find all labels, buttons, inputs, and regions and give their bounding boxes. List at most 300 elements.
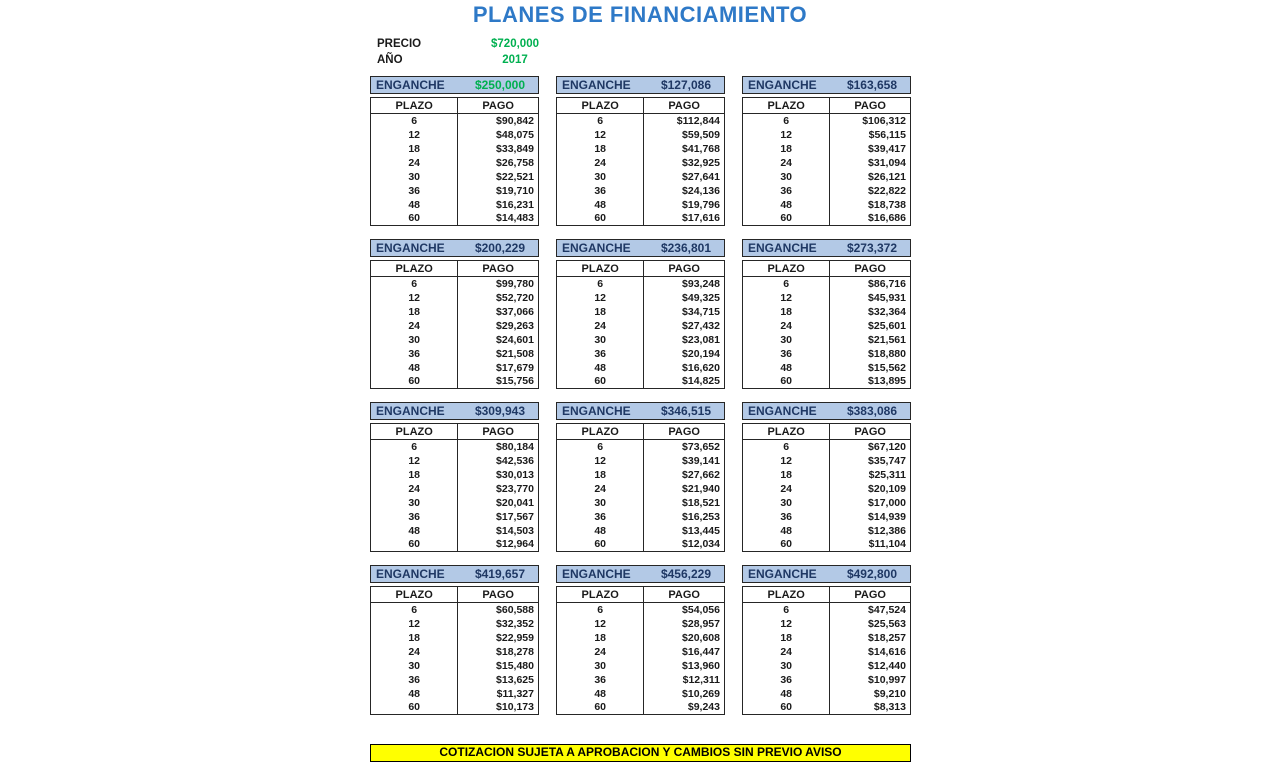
plazo-value: 60 [557,375,644,389]
payment-row [557,305,725,319]
pago-value: $21,508 [496,347,534,360]
pago-value: $20,608 [682,631,720,644]
pago-value: $37,066 [496,305,534,318]
enganche-value: $273,372 [846,241,897,255]
payment-row [557,212,725,226]
plazo-value: 36 [743,673,830,687]
plazo-value: 36 [371,184,458,198]
pago-value: $34,715 [682,305,720,318]
table-header-row [557,587,725,603]
plazo-value: 24 [557,645,644,659]
pago-value: $14,825 [682,375,720,388]
plan-card [742,565,911,715]
plazo-column-header: PLAZO [371,98,458,114]
table-header-row [557,261,725,277]
pago-value: $8,313 [873,701,906,714]
payment-row [557,184,725,198]
payment-row [371,673,539,687]
pago-value: $10,173 [496,701,534,714]
pago-value: $99,780 [496,277,534,290]
pago-value: $32,925 [682,156,720,169]
payment-row [557,333,725,347]
payment-row [557,468,725,482]
payment-row [743,659,911,673]
payment-row [371,617,539,631]
table-header-row [743,587,911,603]
enganche-header [742,239,911,257]
pago-value: $18,738 [868,198,906,211]
plazo-value: 30 [371,659,458,673]
enganche-label: ENGANCHE [748,567,817,581]
pago-value: $93,248 [682,277,720,290]
payment-row [557,128,725,142]
pago-value: $14,939 [868,510,906,523]
payment-row [371,468,539,482]
pago-column-header: PAGO [830,587,911,603]
plazo-value: 24 [371,156,458,170]
precio-value: $720,000 [491,38,539,50]
payment-row [371,701,539,715]
pago-value: $18,257 [868,631,906,644]
plazo-value: 18 [743,305,830,319]
plazo-value: 48 [557,198,644,212]
payment-row [557,347,725,361]
pago-value: $12,440 [868,659,906,672]
plazo-value: 30 [557,170,644,184]
payment-row [557,482,725,496]
plazo-value: 60 [557,701,644,715]
pago-value: $39,141 [682,454,720,467]
pago-value: $54,056 [682,603,720,616]
enganche-label: ENGANCHE [748,78,817,92]
pago-value: $42,536 [496,454,534,467]
plazo-value: 30 [743,170,830,184]
payment-row [743,510,911,524]
pago-value: $12,034 [682,538,720,551]
pago-column-header: PAGO [830,424,911,440]
payment-row [371,198,539,212]
pago-value: $80,184 [496,440,534,453]
plazo-value: 36 [557,347,644,361]
payment-row [371,305,539,319]
pago-value: $18,278 [496,645,534,658]
pago-value: $16,231 [496,198,534,211]
payment-row [743,468,911,482]
plazo-value: 12 [557,617,644,631]
pago-value: $106,312 [862,114,906,127]
pago-value: $41,768 [682,142,720,155]
table-header-row [743,98,911,114]
pago-value: $60,588 [496,603,534,616]
enganche-value: $163,658 [846,78,897,92]
payment-row [557,277,725,291]
plazo-value: 18 [557,631,644,645]
pago-value: $33,849 [496,142,534,155]
table-header-row [743,261,911,277]
plazo-column-header: PLAZO [371,261,458,277]
table-header-row [371,424,539,440]
enganche-header [742,565,911,583]
payment-row [557,198,725,212]
pago-value: $11,104 [868,538,906,551]
payment-row [371,170,539,184]
plazo-column-header: PLAZO [557,261,644,277]
payment-row [557,142,725,156]
payment-row [557,319,725,333]
pago-value: $39,417 [868,142,906,155]
table-header-row [371,98,539,114]
plazo-value: 12 [557,291,644,305]
payment-table [742,586,911,715]
pago-value: $30,013 [496,468,534,481]
plazo-value: 30 [743,496,830,510]
pago-value: $16,447 [682,645,720,658]
plazo-value: 48 [371,198,458,212]
payment-row [557,617,725,631]
pago-column-header: PAGO [644,424,725,440]
plazo-value: 24 [557,156,644,170]
table-header-row [557,424,725,440]
plazo-value: 48 [371,687,458,701]
enganche-value: $492,800 [846,567,897,581]
payment-row [557,645,725,659]
plazo-value: 60 [371,375,458,389]
plazo-value: 30 [743,659,830,673]
payment-row [557,496,725,510]
payment-row [557,687,725,701]
plazo-value: 18 [557,142,644,156]
plan-card [370,76,539,226]
pago-value: $25,311 [868,468,906,481]
payment-row [371,524,539,538]
pago-value: $14,483 [496,212,534,225]
pago-value: $17,679 [496,361,534,374]
plazo-value: 30 [371,333,458,347]
plazo-value: 48 [743,524,830,538]
pago-value: $47,524 [868,603,906,616]
pago-value: $18,880 [868,347,906,360]
plan-card [556,239,725,389]
enganche-label: ENGANCHE [562,78,631,92]
pago-value: $18,521 [682,496,720,509]
pago-value: $59,509 [682,128,720,141]
pago-value: $45,931 [868,291,906,304]
plan-card [556,76,725,226]
pago-value: $27,641 [682,170,720,183]
plazo-value: 24 [743,645,830,659]
payment-row [743,291,911,305]
pago-value: $22,822 [868,184,906,197]
plazo-value: 48 [371,361,458,375]
pago-column-header: PAGO [458,587,539,603]
payment-table [370,586,539,715]
table-header-row [371,587,539,603]
enganche-header [742,76,911,94]
plazo-value: 18 [557,305,644,319]
pago-value: $26,121 [868,170,906,183]
plazo-value: 36 [557,673,644,687]
plazo-column-header: PLAZO [371,424,458,440]
pago-value: $20,194 [682,347,720,360]
payment-row [557,375,725,389]
payment-row [743,454,911,468]
pago-value: $15,562 [868,361,906,374]
enganche-value: $127,086 [660,78,711,92]
plazo-value: 24 [371,645,458,659]
payment-row [743,198,911,212]
pago-value: $22,521 [496,170,534,183]
plazo-value: 36 [557,510,644,524]
payment-row [557,701,725,715]
pago-value: $32,364 [868,305,906,318]
pago-value: $9,243 [687,701,720,714]
payment-table [556,423,725,552]
pago-column-header: PAGO [644,98,725,114]
payment-row [743,128,911,142]
payment-row [557,603,725,617]
anio-value: 2017 [502,54,528,66]
payment-row [557,361,725,375]
enganche-label: ENGANCHE [562,241,631,255]
pago-value: $24,601 [496,333,534,346]
plazo-value: 6 [743,114,830,128]
pago-column-header: PAGO [458,261,539,277]
pago-value: $73,652 [682,440,720,453]
pago-value: $9,210 [873,687,906,700]
payment-row [371,375,539,389]
pago-value: $13,625 [496,673,534,686]
plazo-value: 24 [371,319,458,333]
payment-row [557,114,725,128]
payment-table [556,586,725,715]
pago-value: $15,756 [496,375,534,388]
enganche-label: ENGANCHE [562,404,631,418]
payment-row [371,361,539,375]
plazo-value: 60 [371,701,458,715]
payment-row [743,156,911,170]
enganche-header [370,239,539,257]
payment-row [743,631,911,645]
plazo-column-header: PLAZO [743,261,830,277]
pago-value: $56,115 [868,128,906,141]
payment-row [371,603,539,617]
plazo-value: 12 [557,454,644,468]
plazo-value: 12 [743,454,830,468]
pago-value: $15,480 [496,659,534,672]
enganche-value: $383,086 [846,404,897,418]
plazo-value: 6 [371,440,458,454]
plazo-value: 60 [743,375,830,389]
payment-row [371,482,539,496]
pago-value: $90,842 [496,114,534,127]
anio-row [377,52,565,68]
plazo-value: 48 [557,687,644,701]
plazo-value: 36 [743,184,830,198]
plazo-value: 60 [743,212,830,226]
enganche-header [370,402,539,420]
precio-label: PRECIO [377,38,422,50]
pago-value: $49,325 [682,291,720,304]
plazo-value: 30 [557,333,644,347]
plazo-value: 48 [557,361,644,375]
pago-value: $16,253 [682,510,720,523]
payment-row [743,538,911,552]
plazo-value: 36 [371,510,458,524]
plazo-value: 48 [743,687,830,701]
plan-card [742,239,911,389]
payment-row [743,333,911,347]
pago-value: $52,720 [496,291,534,304]
pago-value: $112,844 [676,114,720,127]
pago-value: $24,136 [682,184,720,197]
payment-row [371,538,539,552]
payment-row [371,510,539,524]
plazo-column-header: PLAZO [743,98,830,114]
plazo-value: 12 [371,291,458,305]
enganche-value: $200,229 [474,241,525,255]
pago-value: $31,094 [868,156,906,169]
table-header-row [371,261,539,277]
plazo-value: 6 [557,603,644,617]
payment-row [371,156,539,170]
plan-card [556,565,725,715]
plazo-column-header: PLAZO [557,424,644,440]
pago-value: $20,041 [496,496,534,509]
payment-row [557,673,725,687]
enganche-value: $309,943 [474,404,525,418]
plazo-column-header: PLAZO [557,98,644,114]
plazo-value: 6 [557,440,644,454]
payment-row [557,291,725,305]
payment-row [743,170,911,184]
plazo-value: 12 [743,128,830,142]
plazo-value: 18 [371,142,458,156]
enganche-label: ENGANCHE [376,404,445,418]
pago-value: $13,960 [682,659,720,672]
pago-column-header: PAGO [458,424,539,440]
plazo-value: 48 [743,198,830,212]
pago-column-header: PAGO [644,587,725,603]
enganche-header [556,565,725,583]
pago-value: $23,081 [682,333,720,346]
pago-value: $48,075 [496,128,534,141]
plazo-value: 36 [743,510,830,524]
payment-table [742,260,911,389]
payment-row [557,538,725,552]
payment-row [371,687,539,701]
pago-value: $21,561 [868,333,906,346]
payment-row [371,645,539,659]
plan-card [370,239,539,389]
plazo-value: 6 [371,114,458,128]
pago-value: $14,616 [868,645,906,658]
pago-value: $16,686 [868,212,906,225]
plazo-value: 18 [743,142,830,156]
payment-row [743,375,911,389]
pago-column-header: PAGO [830,261,911,277]
payment-row [743,277,911,291]
table-header-row [743,424,911,440]
price-year-info [377,36,565,68]
pago-column-header: PAGO [830,98,911,114]
plazo-value: 30 [371,496,458,510]
plazo-value: 60 [371,538,458,552]
plazo-value: 30 [557,496,644,510]
payment-row [371,631,539,645]
payment-row [371,319,539,333]
plazo-value: 30 [743,333,830,347]
enganche-header [370,565,539,583]
pago-value: $21,940 [682,482,720,495]
plazo-value: 24 [371,482,458,496]
payment-row [743,524,911,538]
plazo-value: 18 [743,631,830,645]
pago-value: $10,269 [682,687,720,700]
plazo-value: 6 [743,277,830,291]
pago-column-header: PAGO [644,261,725,277]
payment-row [743,603,911,617]
enganche-label: ENGANCHE [562,567,631,581]
payment-table [370,260,539,389]
plazo-value: 18 [557,468,644,482]
plazo-value: 30 [371,170,458,184]
payment-row [371,212,539,226]
plazo-value: 36 [557,184,644,198]
pago-value: $14,503 [496,524,534,537]
pago-value: $19,710 [496,184,534,197]
enganche-label: ENGANCHE [748,404,817,418]
payment-row [371,347,539,361]
payment-row [743,305,911,319]
payment-row [743,319,911,333]
enganche-value: $250,000 [474,78,525,92]
plazo-value: 6 [557,114,644,128]
enganche-header [556,402,725,420]
pago-value: $11,327 [496,687,534,700]
payment-row [557,440,725,454]
payment-row [743,482,911,496]
payment-row [557,524,725,538]
plazo-value: 60 [371,212,458,226]
precio-row [377,36,565,52]
pago-column-header: PAGO [458,98,539,114]
payment-table [370,423,539,552]
plazo-value: 18 [743,468,830,482]
pago-value: $29,263 [496,319,534,332]
plazo-column-header: PLAZO [743,587,830,603]
payment-row [743,184,911,198]
pago-value: $27,662 [682,468,720,481]
disclaimer-banner: COTIZACION SUJETA A APROBACION Y CAMBIOS SIN PREVIO AVISO [370,744,911,762]
payment-row [371,277,539,291]
plazo-value: 48 [557,524,644,538]
enganche-value: $419,657 [474,567,525,581]
plan-card [742,402,911,552]
payment-table [370,97,539,226]
payment-row [557,454,725,468]
plazo-value: 18 [371,631,458,645]
payment-row [371,128,539,142]
plan-card [742,76,911,226]
enganche-header [370,76,539,94]
plazo-value: 60 [743,538,830,552]
plan-card [370,565,539,715]
payment-row [743,440,911,454]
enganche-value: $346,515 [660,404,711,418]
plazo-value: 6 [371,277,458,291]
pago-value: $12,964 [496,538,534,551]
payment-table [742,423,911,552]
